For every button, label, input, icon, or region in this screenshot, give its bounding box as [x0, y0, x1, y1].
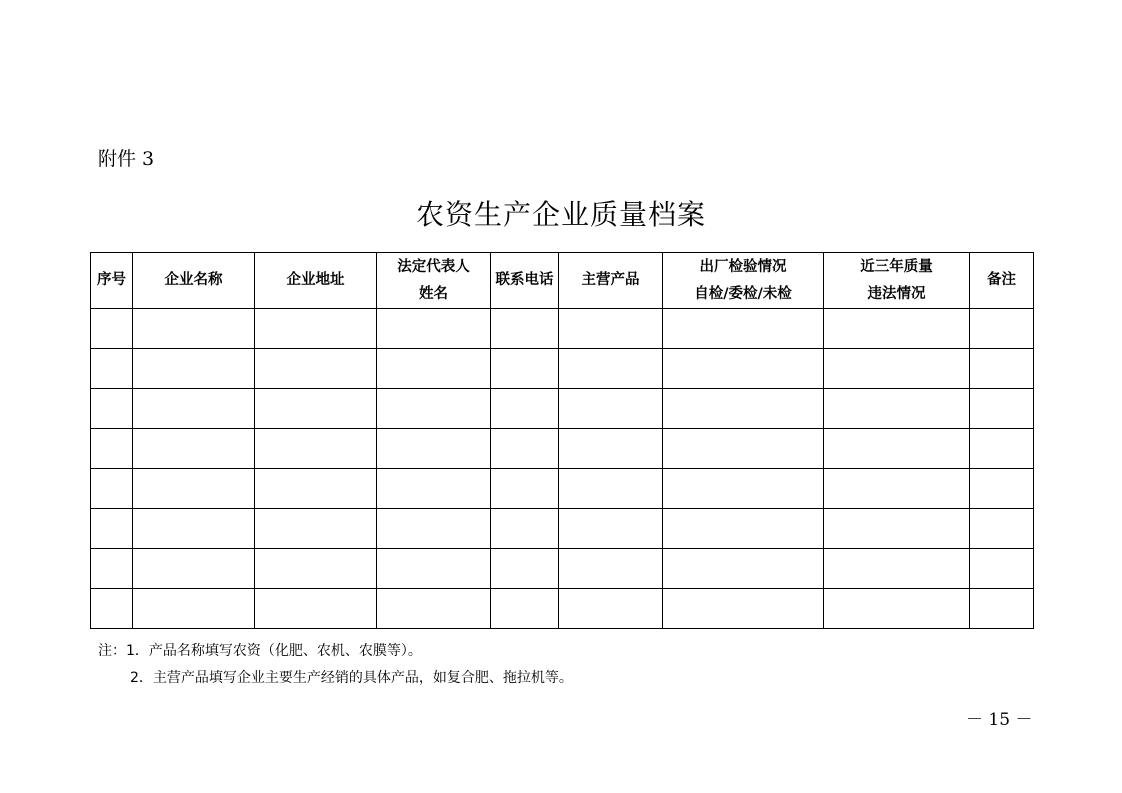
- table-row: [91, 469, 1034, 509]
- table-row: [91, 309, 1034, 349]
- table-cell[interactable]: [255, 349, 377, 389]
- table-row: [91, 389, 1034, 429]
- table-cell[interactable]: [970, 349, 1034, 389]
- table-cell[interactable]: [970, 589, 1034, 629]
- table-cell[interactable]: [91, 469, 133, 509]
- table-cell[interactable]: [970, 549, 1034, 589]
- table-cell[interactable]: [255, 429, 377, 469]
- table-cell[interactable]: [559, 349, 663, 389]
- table-cell[interactable]: [491, 309, 559, 349]
- table-row: [91, 509, 1034, 549]
- table-cell[interactable]: [255, 509, 377, 549]
- table-cell[interactable]: [663, 349, 824, 389]
- table-cell[interactable]: [377, 309, 491, 349]
- header-cell-violations: 近三年质量 违法情况: [824, 253, 970, 309]
- header-cell-company-name: 企业名称: [133, 253, 255, 309]
- page-title: 农资生产企业质量档案: [415, 198, 706, 231]
- table-cell[interactable]: [491, 469, 559, 509]
- header-cell-main-products: 主营产品: [559, 253, 663, 309]
- table-cell[interactable]: [91, 389, 133, 429]
- header-cell-company-address: 企业地址: [255, 253, 377, 309]
- table-cell[interactable]: [970, 389, 1034, 429]
- table-cell[interactable]: [824, 349, 970, 389]
- table-cell[interactable]: [133, 349, 255, 389]
- header-cell-factory-inspection: 出厂检验情况 自检/委检/未检: [663, 253, 824, 309]
- table-cell[interactable]: [255, 469, 377, 509]
- table-cell[interactable]: [255, 549, 377, 589]
- table-cell[interactable]: [663, 509, 824, 549]
- table-cell[interactable]: [491, 589, 559, 629]
- table-cell[interactable]: [491, 509, 559, 549]
- table-cell[interactable]: [824, 389, 970, 429]
- table-cell[interactable]: [255, 389, 377, 429]
- table-cell[interactable]: [377, 429, 491, 469]
- table-cell[interactable]: [133, 509, 255, 549]
- table-body: [91, 309, 1034, 629]
- table-cell[interactable]: [133, 589, 255, 629]
- table-cell[interactable]: [824, 309, 970, 349]
- table-cell[interactable]: [663, 549, 824, 589]
- table-cell[interactable]: [559, 429, 663, 469]
- table-cell[interactable]: [970, 429, 1034, 469]
- table-cell[interactable]: [824, 469, 970, 509]
- table-cell[interactable]: [255, 589, 377, 629]
- table-cell[interactable]: [824, 589, 970, 629]
- footnotes: [98, 638, 573, 692]
- table-cell[interactable]: [491, 349, 559, 389]
- table-cell[interactable]: [970, 469, 1034, 509]
- table-cell[interactable]: [133, 429, 255, 469]
- header-cell-index: 序号: [91, 253, 133, 309]
- table-header-row: [91, 253, 1034, 309]
- table-row: [91, 349, 1034, 389]
- table-cell[interactable]: [491, 429, 559, 469]
- page-number: － 15 －: [966, 710, 1033, 730]
- table-cell[interactable]: [559, 549, 663, 589]
- table-cell[interactable]: [559, 469, 663, 509]
- table-cell[interactable]: [91, 509, 133, 549]
- table-cell[interactable]: [559, 389, 663, 429]
- table-cell[interactable]: [133, 549, 255, 589]
- footnote-2: 2．主营产品填写企业主要生产经销的具体产品，如复合肥、拖拉机等。: [130, 670, 573, 686]
- table-row: [91, 549, 1034, 589]
- table-cell[interactable]: [91, 349, 133, 389]
- table-cell[interactable]: [559, 309, 663, 349]
- table-cell[interactable]: [377, 389, 491, 429]
- table-cell[interactable]: [377, 549, 491, 589]
- table-cell[interactable]: [663, 429, 824, 469]
- quality-archive-table: [90, 252, 1034, 629]
- table-cell[interactable]: [559, 509, 663, 549]
- attachment-label: 附件 3: [98, 148, 155, 170]
- table-cell[interactable]: [255, 309, 377, 349]
- table-cell[interactable]: [91, 309, 133, 349]
- table-cell[interactable]: [133, 389, 255, 429]
- table-cell[interactable]: [824, 549, 970, 589]
- table-cell[interactable]: [133, 309, 255, 349]
- table-cell[interactable]: [663, 389, 824, 429]
- table-cell[interactable]: [824, 509, 970, 549]
- footnote-1: 注：1．产品名称填写农资（化肥、农机、农膜等）。: [98, 643, 422, 659]
- header-cell-phone: 联系电话: [491, 253, 559, 309]
- table-cell[interactable]: [970, 309, 1034, 349]
- table-row: [91, 589, 1034, 629]
- table-cell[interactable]: [663, 589, 824, 629]
- table-cell[interactable]: [91, 549, 133, 589]
- header-cell-remarks: 备注: [970, 253, 1034, 309]
- table-cell[interactable]: [663, 469, 824, 509]
- table-cell[interactable]: [559, 589, 663, 629]
- table-cell[interactable]: [377, 349, 491, 389]
- table-cell[interactable]: [133, 469, 255, 509]
- table-cell[interactable]: [91, 589, 133, 629]
- table-cell[interactable]: [377, 509, 491, 549]
- table-row: [91, 429, 1034, 469]
- table-cell[interactable]: [824, 429, 970, 469]
- table-cell[interactable]: [970, 509, 1034, 549]
- table-cell[interactable]: [491, 389, 559, 429]
- table-cell[interactable]: [91, 429, 133, 469]
- table-cell[interactable]: [377, 469, 491, 509]
- table-cell[interactable]: [377, 589, 491, 629]
- table-cell[interactable]: [663, 309, 824, 349]
- table-cell[interactable]: [491, 549, 559, 589]
- header-cell-legal-representative: 法定代表人 姓名: [377, 253, 491, 309]
